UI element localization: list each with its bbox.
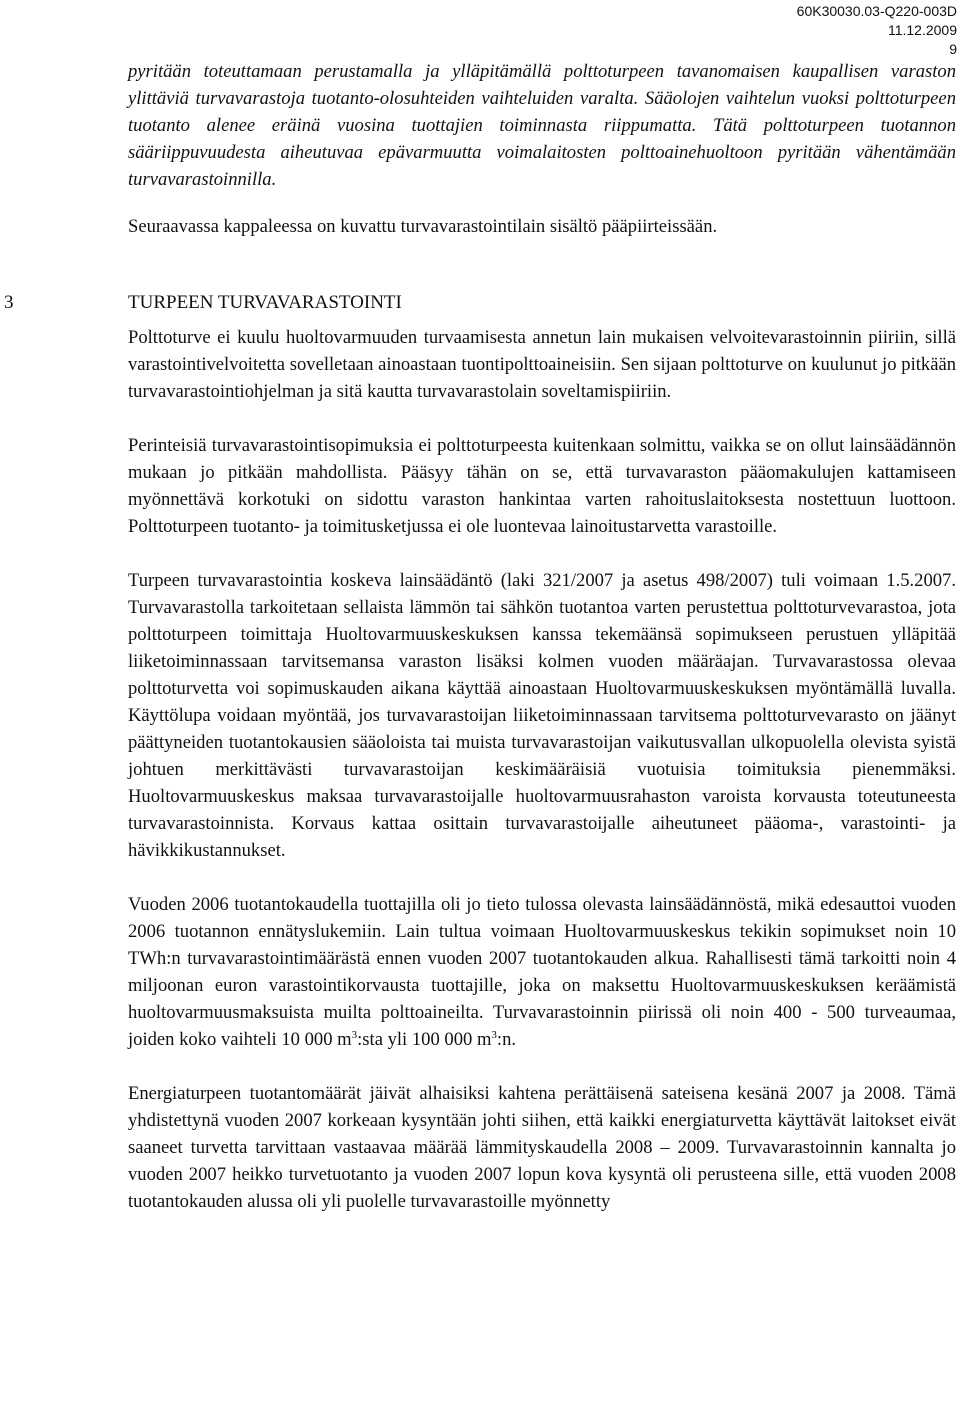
cubic-exponent-1: 3 (351, 1029, 358, 1041)
section-heading (4, 289, 956, 316)
document-date: 11.12.2009 (887, 22, 957, 38)
intro-italic-paragraph: pyritään toteuttamaan perustamalla ja ylläpitämällä polttoturpeen tavanomaisen kaupallisen varaston ylittäviä turvavarastoja tuotanto-olosuhteiden vaihteluiden varalta. Sääolojen vaihtelun vuoksi polttoturpeen tuotanto alenee eräinä vuosina tuottajien toiminnasta riippumatta. Tätä polttoturpeen tuotannon sääriippuvuudesta aiheutuvaa epävarmuutta voimalaitosten polttoainehuoltoon pyritään vähentämään turvavarastoinnilla. (128, 61, 956, 190)
paragraph-2: Perinteisiä turvavarastointisopimuksia ei polttoturpeesta kuitenkaan solmittu, vaikka se on ollut lainsäädännön mukaan jo pitkään mahdollista. Pääsyy tähän on se, että turvavaraston pääomakulujen kattamiseen myönnettävä korkotuki on sidottu varaston hankintaa varten rahoituslaitoksesta nostettuun luottoon. Polttoturpeen tuotanto- ja toimitusketjussa ei ole luontevaa lainoitustarvetta varastoille. (128, 435, 956, 537)
paragraph-4-end: :n. (496, 1029, 517, 1050)
paragraph-4-mid: :sta yli 100 000 m (357, 1029, 492, 1050)
paragraph-4 (128, 891, 956, 1053)
section-title: TURPEEN TURVAVARASTOINTI (128, 292, 402, 313)
paragraph-4-text: Vuoden 2006 tuotantokaudella tuottajilla oli jo tieto tulossa olevasta lainsäädännöstä, mikä edesauttoi vuoden 2006 tuotannon ennätyslukemiin. Lain tultua voimaan Huoltovarmuuskeskus tekikin sopimukset noin 10 TWh:n turvavarastointimäärästä ennen vuoden 2007 tuotantokauden alkua. Rahallisesti tämä tarkoitti noin 4 miljoonan euron varastointikorvausta tuottajille, joka on maksettu Huoltovarmuuskeskuksen keräämistä huoltovarmuusmaksuista muilta polttoaineilta. Turvavarastoinnin piirissä oli noin 400 - 500 turveaumaa, joiden koko vaihteli 10 000 m (128, 894, 956, 1050)
page-number: 9 (949, 41, 957, 57)
document-id: 60K30030.03-Q220-003D (796, 3, 957, 19)
cubic-exponent-2: 3 (491, 1029, 497, 1041)
intro-summary-sentence: Seuraavassa kappaleessa on kuvattu turvavarastointilain sisältö pääpiirteissään. (128, 216, 718, 237)
paragraph-1: Polttoturve ei kuulu huoltovarmuuden turvaamisesta annetun lain mukaisen velvoitevarastoinnin piiriin, sillä varastointivelvoitetta sovelletaan ainoastaan tuontipolttoaineisiin. Sen sijaan polttoturve on kuulunut jo pitkään turvavarastointiohjelman ja sitä kautta turvavarastolain soveltamispiiriin. (128, 327, 956, 402)
paragraph-5: Energiaturpeen tuotantomäärät jäivät alhaisiksi kahtena perättäisenä sateisena kesänä 2007 ja 2008. Tämä yhdistettynä vuoden 2007 korkeaan kysyntään johti siihen, että kaikki energiaturvetta käyttävät laitokset eivät saaneet turvetta tarvittaan vastaavaa määrää lämmityskaudella 2008 – 2009. Turvavarastoinnin kannalta jo vuoden 2007 heikko turvetuotanto ja vuoden 2007 lopun kova kysyntä oli perusteena sille, että vuoden 2008 tuotantokauden alussa oli yli puolelle turvavarastoille myönnetty (128, 1083, 956, 1212)
document-body (4, 58, 956, 1215)
section-number: 3 (4, 292, 14, 313)
paragraph-3: Turpeen turvavarastointia koskeva lainsäädäntö (laki 321/2007 ja asetus 498/2007) tuli voimaan 1.5.2007. Turvavarastolla tarkoitetaan sellaista lämmön tai sähkön tuotantoa varten perustettua polttoturvevarastoa, jota polttoturpeen toimittaja Huoltovarmuuskeskuksen kanssa tekemäänsä sopimukseen perustuen ylläpitää liiketoiminnassaan tarvitsemansa varaston lisäksi kolmen vuoden määräajan. Turvavarastossa olevaa polttoturvetta voi sopimuskauden aikana käyttää ainoastaan Huoltovarmuuskeskuksen myöntämällä luvalla. Käyttölupa voidaan myöntää, jos turvavarastoijan liiketoiminnassaan tarvitsema polttoturvevarasto on jäänyt päättyneiden tuotantokausien sääoloista tai muista turvavarastoijan vaikutusvallan ulkopuolella olevista syistä johtuen merkittävästi turvavarastoijan keskimääräisiä vuotuisia toimituksia pienemmäksi. Huoltovarmuuskeskus maksaa turvavarastoijalle huoltovarmuusrahaston varoista korvausta toteutuneesta turvavarastoinnista. Korvaus kattaa osittain turvavarastoijalle aiheutuneet pääoma-, varastointi- ja hävikkikustannukset. (128, 570, 956, 861)
page-header (797, 2, 957, 59)
